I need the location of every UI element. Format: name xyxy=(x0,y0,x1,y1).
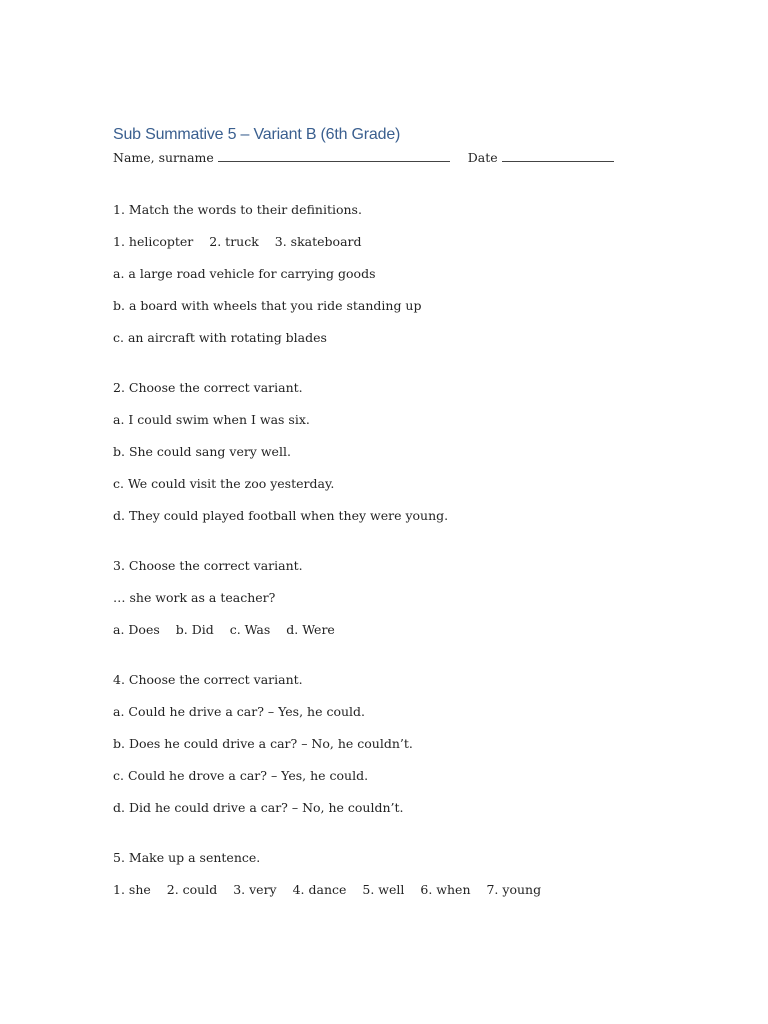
question-3-option-a: a. Does xyxy=(113,622,160,637)
question-1-words xyxy=(113,234,673,250)
question-5-prompt: 5. Make up a sentence. xyxy=(113,850,261,865)
question-2 xyxy=(113,380,673,524)
question-4-option-b: b. Does he could drive a car? – No, he couldn’t. xyxy=(113,736,413,751)
question-1 xyxy=(113,202,673,346)
name-blank[interactable] xyxy=(218,149,450,162)
word-truck: 2. truck xyxy=(209,234,259,249)
word-when: 6. when xyxy=(420,882,471,897)
question-4-option-d: d. Did he could drive a car? – No, he couldn’t. xyxy=(113,800,404,815)
question-3-options xyxy=(113,622,673,638)
word-helicopter: 1. helicopter xyxy=(113,234,194,249)
date-blank[interactable] xyxy=(502,149,614,162)
word-very: 3. very xyxy=(233,882,277,897)
word-young: 7. young xyxy=(486,882,542,897)
question-1-prompt: 1. Match the words to their definitions. xyxy=(113,202,362,217)
worksheet xyxy=(113,124,673,898)
question-5 xyxy=(113,850,673,898)
name-label: Name, surname xyxy=(113,150,214,165)
question-3-option-d: d. Were xyxy=(286,622,335,637)
definition-a: a. a large road vehicle for carrying goods xyxy=(113,266,376,281)
question-3-prompt: 3. Choose the correct variant. xyxy=(113,558,303,573)
question-4-option-a: a. Could he drive a car? – Yes, he could. xyxy=(113,704,365,719)
date-label: Date xyxy=(467,150,498,165)
question-3-option-c: c. Was xyxy=(229,622,271,637)
question-2-option-d: d. They could played football when they were young. xyxy=(113,508,449,523)
question-5-words xyxy=(113,882,673,898)
word-dance: 4. dance xyxy=(292,882,347,897)
question-2-prompt: 2. Choose the correct variant. xyxy=(113,380,303,395)
word-skateboard: 3. skateboard xyxy=(274,234,362,249)
question-4 xyxy=(113,672,673,816)
page-title: Sub Summative 5 – Variant B (6th Grade) xyxy=(113,126,401,143)
question-4-option-c: c. Could he drove a car? – Yes, he could. xyxy=(113,768,369,783)
question-2-option-b: b. She could sang very well. xyxy=(113,444,291,459)
question-2-option-c: c. We could visit the zoo yesterday. xyxy=(113,476,335,491)
student-info-line xyxy=(113,149,673,166)
word-could: 2. could xyxy=(166,882,218,897)
word-she: 1. she xyxy=(113,882,151,897)
definition-b: b. a board with wheels that you ride standing up xyxy=(113,298,422,313)
word-well: 5. well xyxy=(362,882,405,897)
question-3-option-b: b. Did xyxy=(175,622,214,637)
question-2-option-a: a. I could swim when I was six. xyxy=(113,412,310,427)
question-4-prompt: 4. Choose the correct variant. xyxy=(113,672,303,687)
question-3 xyxy=(113,558,673,638)
question-3-stem: … she work as a teacher? xyxy=(113,590,276,605)
definition-c: c. an aircraft with rotating blades xyxy=(113,330,327,345)
